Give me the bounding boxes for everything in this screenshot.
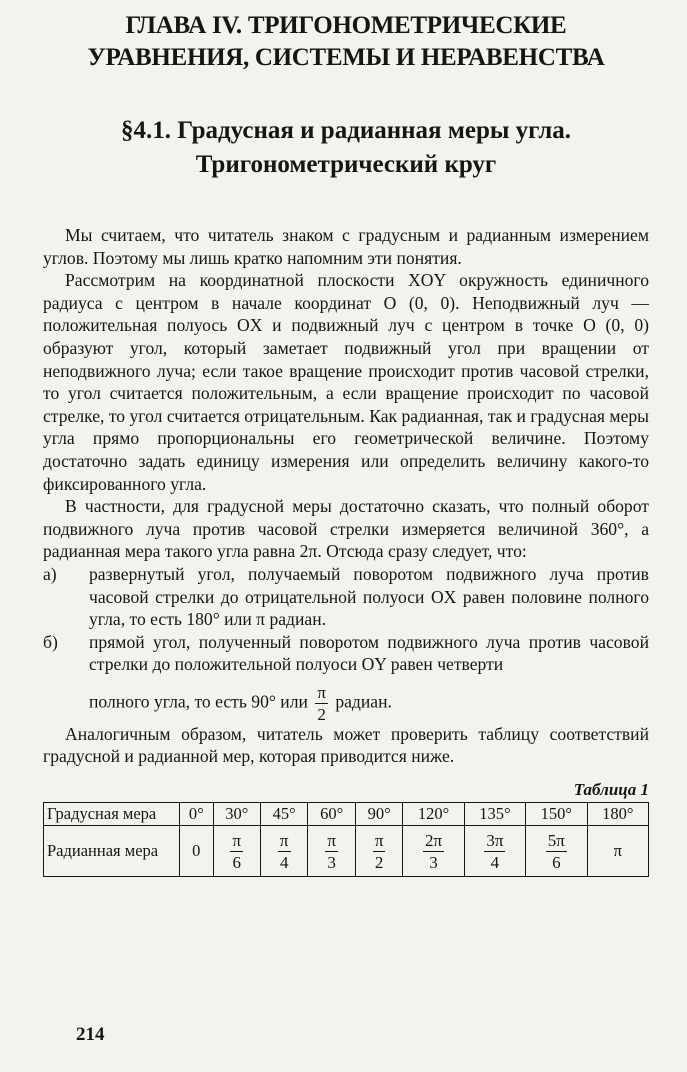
paragraph-1: Мы считаем, что читатель знаком с градусным и радианным измерением углов. Поэтому мы лишь кратко напомним эти понятия. bbox=[43, 225, 649, 268]
degree-radian-table bbox=[43, 802, 649, 877]
radian-denominator: 3 bbox=[429, 852, 438, 872]
radian-denominator: 2 bbox=[374, 852, 384, 872]
fraction-denominator: 2 bbox=[317, 704, 326, 724]
list-text-a: развернутый угол, получаемый поворотом подвижного луча против часовой стрелки до отрицательной полуоси OX равен половине полного угла, то есть 180° или π радиан. bbox=[89, 563, 649, 630]
radian-numerator: π bbox=[374, 830, 384, 850]
list-marker-b: б) bbox=[43, 631, 58, 652]
table-cell-radian bbox=[587, 826, 648, 877]
table-cell-degree: 120° bbox=[403, 803, 464, 826]
radian-fraction bbox=[373, 832, 386, 871]
table-cell-radian bbox=[180, 826, 214, 877]
paragraph-2: Рассмотрим на координатной плоскости XOY окружность единичного радиуса с центром в начале координат O (0, 0). Неподвижный луч — положительная полуось OX и подвижный луч с центром в точке O (0, 0) образуют угол, который заметает подвижный угол при вращении от неподвижного луча; если такое вращение происходит против часовой стрелки, то угол считается положительным, а если вращение происходит по часовой стрелке, то угол считается отрицательным. Как радианная, так и градусная меры угла прямо пропорциональны его геометрической величине. Поэтому достаточно задать единицу измерения или определить величину какого-то фиксированного угла. bbox=[43, 270, 649, 494]
table-cell-radian bbox=[403, 826, 464, 877]
radian-fraction bbox=[423, 832, 444, 871]
radian-fraction bbox=[278, 832, 291, 871]
radian-numerator: π bbox=[327, 830, 336, 850]
radian-numerator: π bbox=[232, 830, 242, 850]
table-cell-radian bbox=[308, 826, 355, 877]
table-cell-degree: 0° bbox=[180, 803, 214, 826]
table-cell-degree: 60° bbox=[308, 803, 355, 826]
table-row-header-radians: Радианная мера bbox=[44, 826, 180, 877]
table-cell-degree: 90° bbox=[355, 803, 402, 826]
list-text-b-tail bbox=[89, 684, 649, 723]
page-number: 214 bbox=[76, 1024, 105, 1045]
section-title-line-2: Тригонометрический круг bbox=[195, 151, 497, 178]
chapter-title-line-1: ГЛАВА IV. ТРИГОНОМЕТРИЧЕСКИЕ bbox=[125, 12, 567, 39]
table-cell-radian bbox=[526, 826, 587, 877]
list-item-b bbox=[43, 631, 649, 723]
paragraph-3: В частности, для градусной меры достаточно сказать, что полный оборот подвижного луча против часовой стрелки измеряется величиной 360°, а радианная мера такого угла равна 2π. Отсюда сразу следует, что: bbox=[43, 496, 649, 562]
table-row-header-degrees: Градусная мера bbox=[44, 803, 180, 826]
table-row-degrees bbox=[44, 803, 649, 826]
radian-numerator: π bbox=[279, 830, 289, 850]
radian-denominator: 4 bbox=[490, 852, 500, 872]
radian-numerator: 2π bbox=[424, 830, 443, 850]
section-title-line-1: §4.1. Градусная и радианная меры угла. bbox=[121, 117, 571, 144]
table-cell-degree: 135° bbox=[464, 803, 525, 826]
list-text-b bbox=[89, 631, 649, 723]
table-cell-degree: 45° bbox=[260, 803, 307, 826]
body-text bbox=[43, 224, 649, 768]
radian-denominator: 6 bbox=[552, 852, 561, 872]
chapter-title-line-2: УРАВНЕНИЯ, СИСТЕМЫ И НЕРАВЕНСТВА bbox=[87, 44, 605, 71]
radian-fraction bbox=[546, 832, 567, 871]
list-item-a bbox=[43, 563, 649, 631]
radian-fraction bbox=[484, 832, 505, 871]
section-title bbox=[43, 114, 649, 182]
radian-value: 0 bbox=[192, 841, 201, 861]
list-text-b-tail-after: радиан. bbox=[335, 691, 392, 712]
table-cell-degree: 180° bbox=[587, 803, 648, 826]
radian-denominator: 6 bbox=[232, 852, 241, 872]
table-caption: Таблица 1 bbox=[573, 780, 649, 800]
radian-denominator: 3 bbox=[327, 852, 336, 872]
radian-numerator: 5π bbox=[547, 830, 565, 850]
table-cell-degree: 30° bbox=[213, 803, 260, 826]
chapter-title bbox=[43, 0, 649, 74]
paragraph-4: Аналогичным образом, читатель может проверить таблицу соответствий градусной и радианной мер, которая приводится ниже. bbox=[43, 723, 649, 767]
radian-fraction bbox=[325, 832, 338, 871]
list-marker-a: а) bbox=[43, 563, 57, 584]
radian-numerator: 3π bbox=[486, 830, 504, 850]
fraction-numerator: π bbox=[317, 682, 326, 702]
table-cell-radian bbox=[355, 826, 402, 877]
table-row-radians bbox=[44, 826, 649, 877]
table-cell-radian bbox=[464, 826, 525, 877]
list-text-b-main: прямой угол, полученный поворотом подвижного луча против часовой стрелки до положительной полуоси OY равен четверти bbox=[89, 631, 649, 675]
radian-denominator: 4 bbox=[279, 852, 289, 872]
table-cell-radian bbox=[213, 826, 260, 877]
fraction-pi-over-2 bbox=[315, 684, 328, 723]
table-cell-degree: 150° bbox=[526, 803, 587, 826]
table-cell-radian bbox=[260, 826, 307, 877]
radian-fraction bbox=[230, 832, 243, 871]
radian-value: π bbox=[613, 841, 622, 861]
list-text-b-tail-before: полного угла, то есть 90° или bbox=[89, 691, 308, 712]
